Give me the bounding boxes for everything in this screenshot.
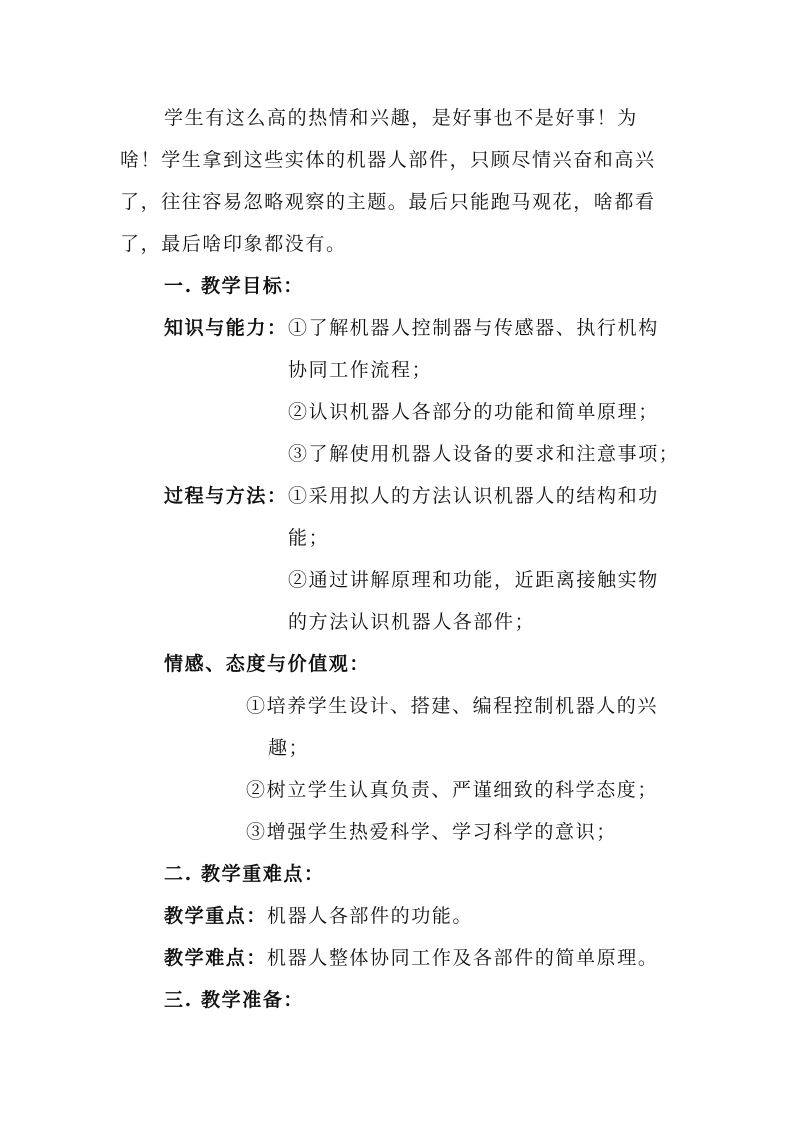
emotion-label: 情感、态度与价值观： — [164, 653, 371, 675]
process-label: 过程与方法： — [164, 485, 288, 507]
intro-line-2: 啥！学生拿到这些实体的机器人部件，只顾尽情兴奋和高兴 — [120, 149, 656, 171]
emotion-item-2: ②树立学生认真负责、严谨细致的科学态度； — [246, 779, 659, 801]
emotion-item-1-line-1: ①培养学生设计、搭建、编程控制机器人的兴 — [246, 695, 659, 717]
key-point-label: 教学重点： — [164, 905, 268, 927]
section-3-heading: 三. 教学准备： — [164, 989, 305, 1011]
knowledge-item-1-line-2: 协同工作流程； — [288, 359, 433, 381]
difficult-point-label: 教学难点： — [164, 947, 268, 969]
section-1-heading: 一. 教学目标： — [164, 275, 305, 297]
section-2-heading: 二. 教学重难点： — [164, 863, 325, 885]
key-point-row — [164, 904, 473, 928]
process-item-2-line-2: 的方法认识机器人各部件； — [288, 611, 536, 633]
emotion-item-3: ③增强学生热爱科学、学习科学的意识； — [246, 821, 617, 843]
emotion-item-1-line-2: 趣； — [268, 737, 310, 759]
intro-line-4: 了，最后啥印象都没有。 — [120, 233, 347, 255]
intro-line-1: 学生有这么高的热情和兴趣，是好事也不是好事！为 — [164, 107, 638, 129]
process-item-1-line-1: ①采用拟人的方法认识机器人的结构和功 — [288, 485, 659, 507]
knowledge-label: 知识与能力： — [164, 317, 288, 339]
difficult-point-row — [164, 946, 658, 970]
key-point-text: 机器人各部件的功能。 — [267, 905, 474, 927]
difficult-point-text: 机器人整体协同工作及各部件的简单原理。 — [267, 947, 659, 969]
intro-line-3: 了，往往容易忽略观察的主题。最后只能跑马观花，啥都看 — [120, 191, 656, 213]
knowledge-item-3: ③了解使用机器人设备的要求和注意事项； — [288, 443, 680, 465]
knowledge-item-2: ②认识机器人各部分的功能和简单原理； — [288, 401, 659, 423]
process-item-2-line-1: ②通过讲解原理和功能，近距离接触实物 — [288, 569, 659, 591]
process-item-1-line-2: 能； — [288, 527, 330, 549]
knowledge-item-1-line-1: ①了解机器人控制器与传感器、执行机构 — [288, 317, 659, 339]
